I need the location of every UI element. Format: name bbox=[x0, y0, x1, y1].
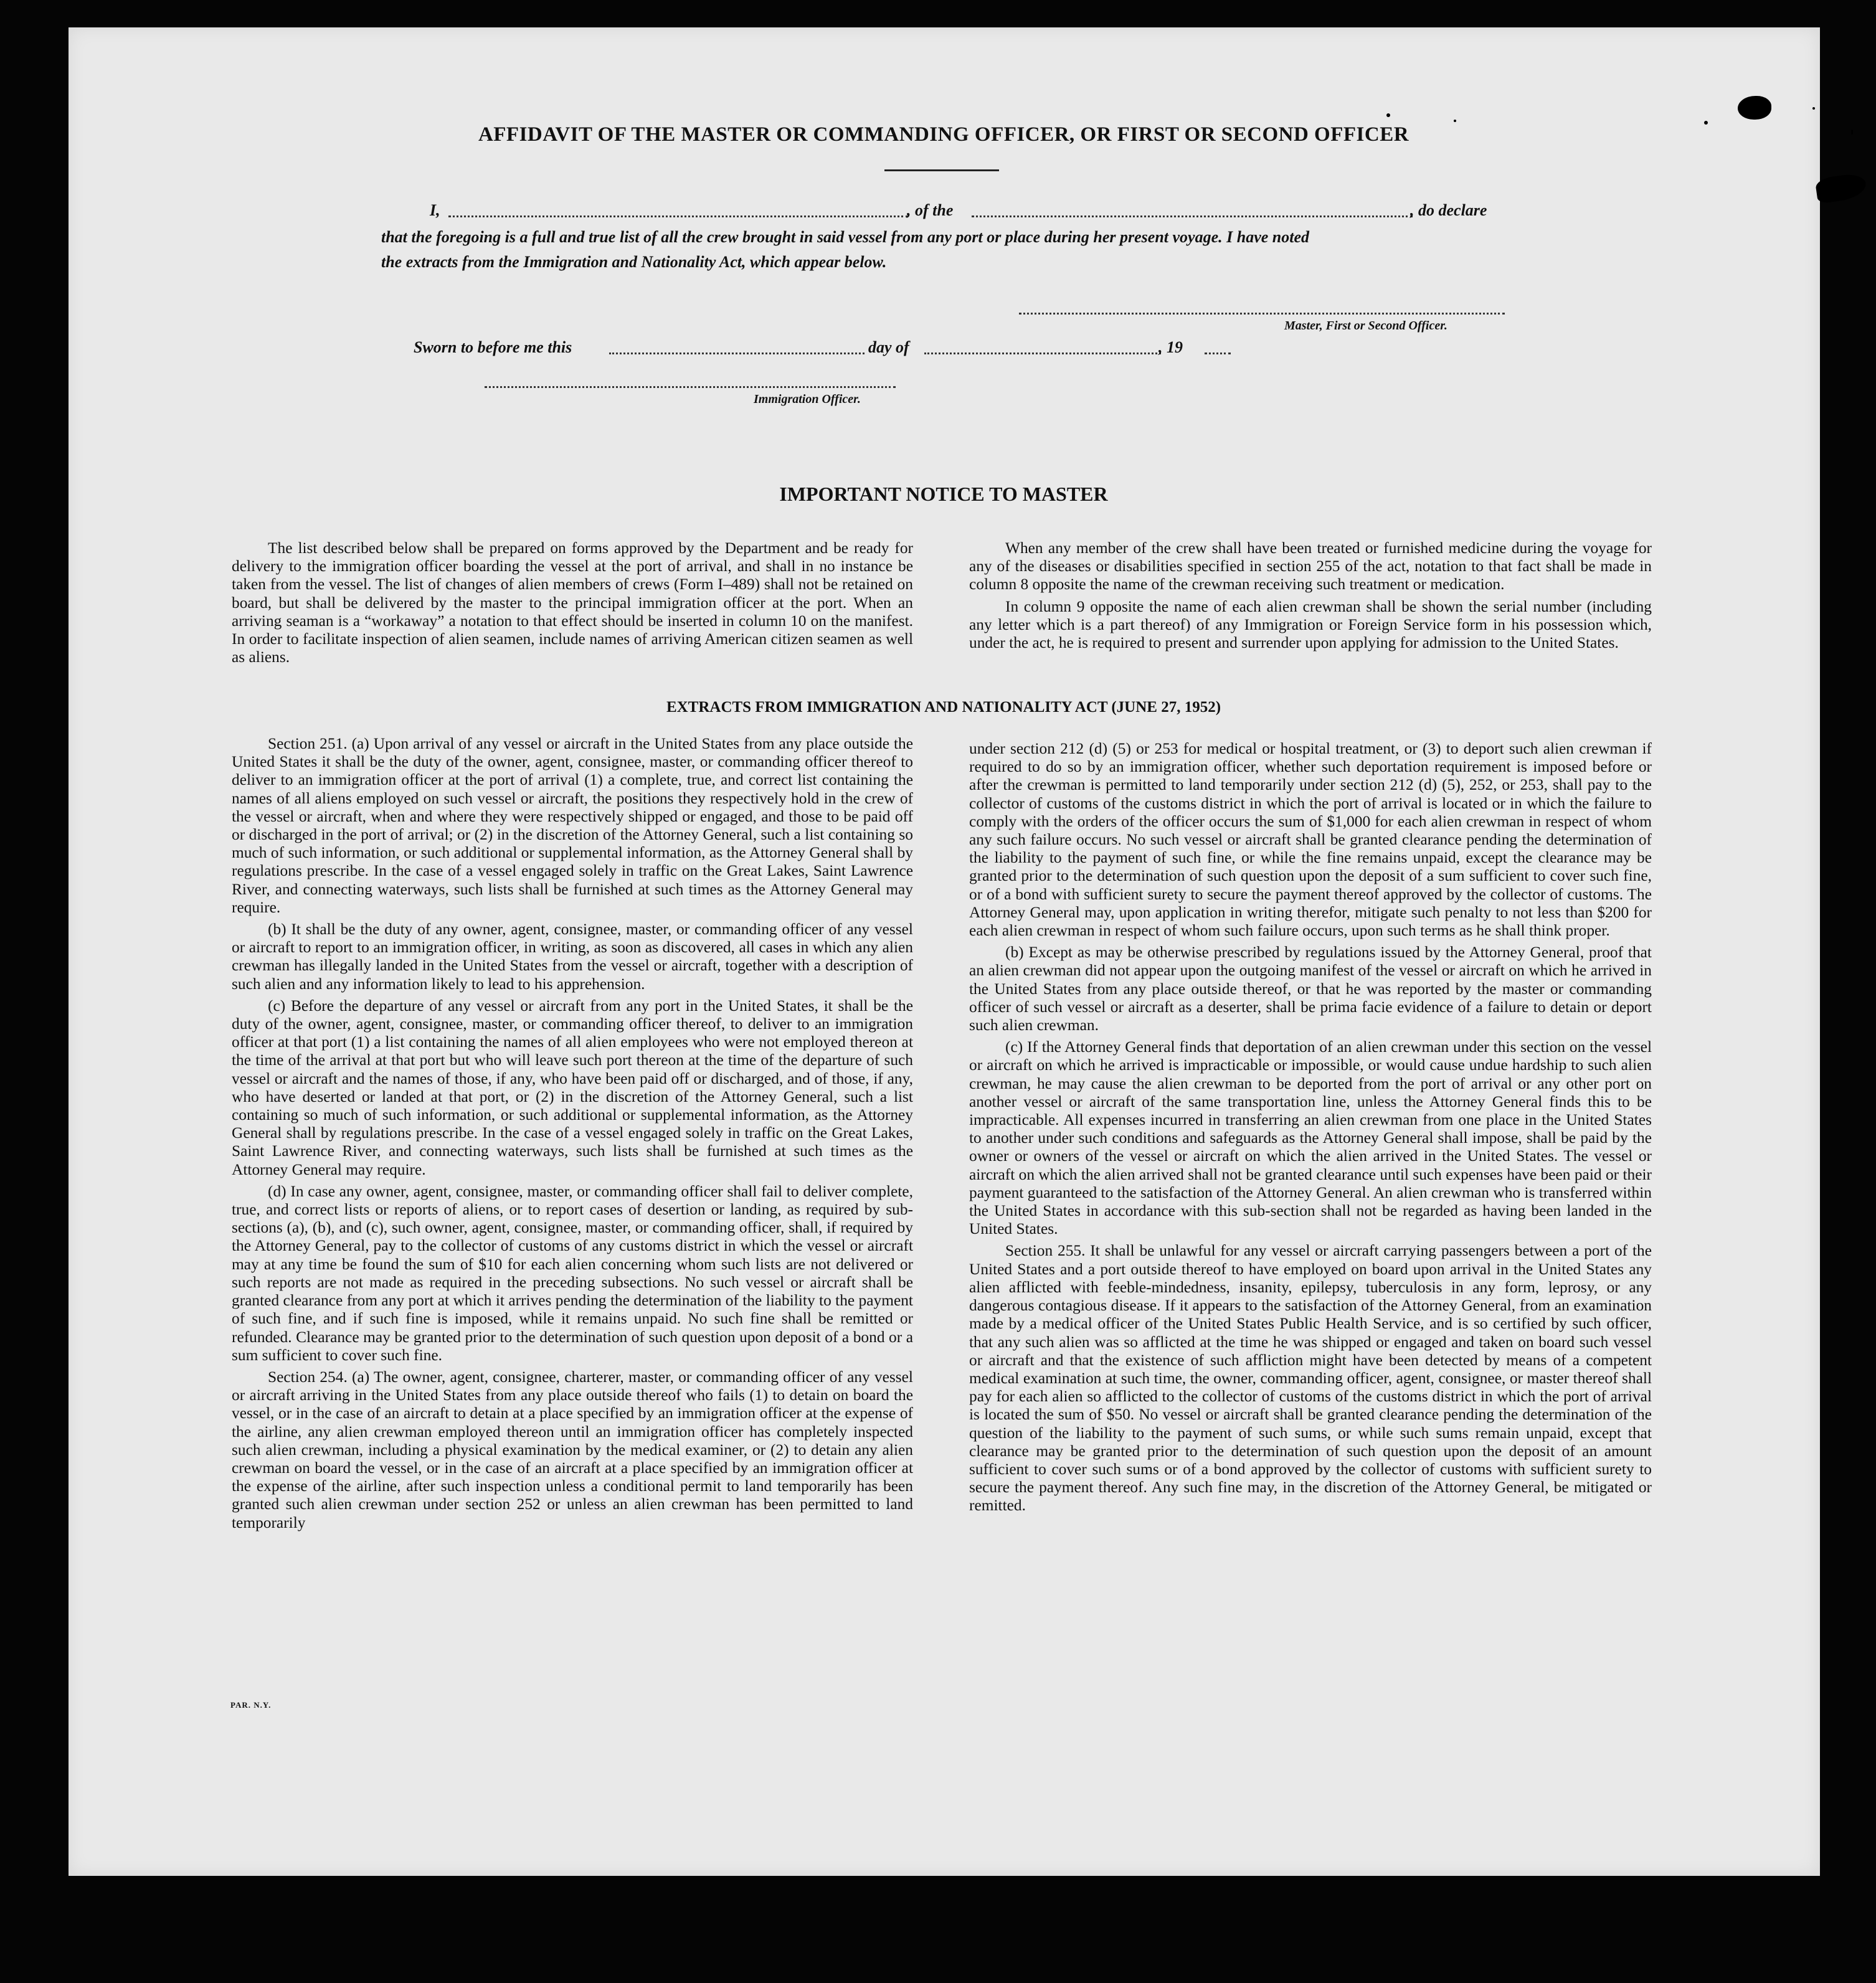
scan-speck bbox=[1454, 120, 1456, 122]
section-254-a-continued: under section 212 (d) (5) or 253 for medical or hospital treatment, or (3) to deport such alien crewman if required to do so by an immigration officer, whether such deportation requirement is imposed before or after the crewman is permitted to land temporarily under section 212 (d) (5), 252, or 253, shall pay to the collector of customs of the customs district in which the port of arrival is located or in which the failure to comply with the orders of the officer occurs the sum of $1,000 for each alien crewman in respect of whom any such failure occurs. No such vessel or aircraft shall be granted clearance pending the determination of the liability to the payment of such fine, or while the fine remains unpaid, except the clearance may be granted prior to the determination of such question upon the deposit of a sum sufficient to cover such fine, or of a bond with sufficient surety to secure the payment thereof approved by the collector of customs. The Attorney General may, upon application in writing therefor, mitigate such penalty to not less than $200 for each alien crewman in respect of whom such failure occurs, upon such terms as he shall think proper. bbox=[969, 740, 1652, 940]
affidavit-title: AFFIDAVIT OF THE MASTER OR COMMANDING OFFICER, OR FIRST OR SECOND OFFICER bbox=[478, 123, 1409, 146]
immigration-officer-label: Immigration Officer. bbox=[754, 392, 861, 406]
sworn-month-field[interactable] bbox=[924, 353, 1161, 354]
section-254-a: Section 254. (a) The owner, agent, consignee, charterer, master, or commanding officer of any vessel or aircraft arriving in the United States from any place outside thereof who fails (1) to detain on board the vessel, or in the case of an aircraft to detain at a place specified by an immigration officer at the expense of the airline, any alien crewman employed thereon until an immigration officer has completely inspected such alien crewman, including a physical examination by the medical examiner, or (2) to detain any alien crewman on board the vessel, or in the case of an aircraft at a place specified by an immigration officer at the expense of the airline, after such inspection unless a conditional permit to land temporarily has been granted such alien crewman under section 252 or unless an alien crewman has been permitted to land temporarily bbox=[232, 1368, 913, 1531]
sworn-label: Sworn to before me this bbox=[414, 338, 572, 356]
scan-speck bbox=[1704, 121, 1708, 125]
sworn-year-label: , 19 bbox=[1158, 338, 1183, 356]
notice-paragraph: In column 9 opposite the name of each alien crewman shall be shown the serial number (including any letter which is a part thereof) of any Immigration or Foreign Service form in his possession which, under the act, he is required to present and surrender upon applying for admission to the United States. bbox=[969, 597, 1652, 652]
affidavit-statement-line2: that the foregoing is a full and true list of all the crew brought in said vessel from any port or place during her present voyage. I have noted bbox=[381, 228, 1310, 246]
sworn-year-field[interactable] bbox=[1205, 353, 1231, 354]
scan-speck bbox=[1851, 130, 1853, 135]
affidavit-of-the-label: , of the bbox=[907, 201, 954, 219]
notice-paragraph: When any member of the crew shall have been treated or furnished medicine during the voyage for any of the diseases or disabilities specified in section 255 of the act, notation to that fact shall be made in column 8 opposite the name of the crewman receiving such treatment or medication. bbox=[969, 539, 1652, 594]
important-notice-heading: IMPORTANT NOTICE TO MASTER bbox=[779, 483, 1108, 505]
affidavit-i-label: I, bbox=[430, 201, 440, 219]
officer-name-field[interactable] bbox=[448, 215, 908, 217]
section-251-b: (b) It shall be the duty of any owner, agent, consignee, master, or commanding officer of any vessel or aircraft to report to an immigration officer, in writing, as soon as discovered, all cases in which any alien crewman has illegally landed in the United States from the vessel or aircraft, together with a description of such alien and any information likely to lead to his apprehension. bbox=[232, 921, 913, 993]
notice-paragraph: The list described below shall be prepared on forms approved by the Department and be ready for delivery to the immigration officer boarding the vessel at the port of arrival, and shall in no instance be taken from the vessel. The list of changes of alien members of crews (Form I–489) shall not be retained on board, but shall be delivered by the master to the principal immigration officer at the port. When an arriving seaman is a “workaway” a notation to that effect should be inserted in column 10 on the manifest. In order to facilitate inspection of alien seamen, include names of arriving American citizen seamen as well as aliens. bbox=[232, 539, 913, 666]
scan-speck bbox=[1386, 113, 1390, 117]
extracts-right-column bbox=[969, 740, 1652, 1519]
section-254-b: (b) Except as may be otherwise prescribed by regulations issued by the Attorney General, proof that an alien crewman did not appear upon the outgoing manifest of the vessel or aircraft on which he arrived in the United States from any place outside thereof, or that he was reported by the master or commanding officer of such vessel or aircraft as a deserter, shall be prima facie evidence of a failure to detain or deport such alien crewman. bbox=[969, 944, 1652, 1034]
section-251-c: (c) Before the departure of any vessel or aircraft from any port in the United States, it shall be the duty of the owner, agent, consignee, master, or commanding officer thereof, to deliver to an immigration officer at that port (1) a list containing the names of all alien employees who were not employed thereon at the time of the arrival at that port but who will leave such port thereon at the time of the departure of such vessel or aircraft and the names of those, if any, who have been paid off or discharged, and of those, if any, who have deserted or landed at that port, or (2) in the discretion of the Attorney General, such a list containing so much of such information, or such additional or supplemental information, as the Attorney General shall by regulations prescribe. In the case of a vessel engaged solely in traffic on the Great Lakes, Saint Lawrence River, and connecting waterways, such lists shall be furnished at such times as the Attorney General may require. bbox=[232, 996, 913, 1178]
title-underline bbox=[884, 169, 999, 171]
affidavit-statement-line3: the extracts from the Immigration and Nationality Act, which appear below. bbox=[381, 253, 887, 271]
extracts-heading: EXTRACTS FROM IMMIGRATION AND NATIONALITY ACT (JUNE 27, 1952) bbox=[666, 699, 1221, 716]
notice-right-column bbox=[969, 539, 1652, 656]
ink-blot bbox=[1738, 96, 1771, 120]
scan-speck bbox=[1812, 107, 1815, 110]
master-signature-label: Master, First or Second Officer. bbox=[1284, 319, 1447, 333]
sworn-day-field[interactable] bbox=[609, 353, 865, 354]
section-254-c: (c) If the Attorney General finds that deportation of an alien crewman under this section on the vessel or aircraft on which he arrived is impracticable or impossible, or would cause undue hardship to such alien crewman, he may cause the alien crewman to be deported from the port of arrival or any other port on another vessel or aircraft of the same transportation line, unless the Attorney General finds this to be impracticable. All expenses incurred in transferring an alien crewman from one place in the United States to another under such conditions and safeguards as the Attorney General shall impose, shall be paid by the owner or owners of the vessel or aircraft on which the alien arrived in the United States. The vessel or aircraft on which the alien arrived shall not be granted clearance until such expenses have been paid or their payment guaranteed to the satisfaction of the Attorney General. An alien crewman who is transferred within the United States in accordance with this sub-section shall not be regarded as having been landed in the United States. bbox=[969, 1038, 1652, 1238]
ink-blot bbox=[1815, 173, 1868, 204]
section-251-a: Section 251. (a) Upon arrival of any vessel or aircraft in the United States from any place outside the United States it shall be the duty of the owner, agent, consignee, master, or commanding officer thereof to deliver to an immigration officer at the port of arrival (1) a complete, true, and correct list containing the names of all aliens employed on such vessel or aircraft, the positions they respectively hold in the crew of the vessel or aircraft, when and where they were respectively shipped or engaged, and those to be paid off or discharged in the port of arrival; or (2) in the discretion of the Attorney General, such a list containing so much of such information, or such additional or supplemental information, as the Attorney General shall by regulations prescribe. In the case of a vessel engaged solely in traffic on the Great Lakes, Saint Lawrence River, and connecting waterways, such lists shall be furnished at such times as the Attorney General may require. bbox=[232, 735, 913, 916]
section-255: Section 255. It shall be unlawful for any vessel or aircraft carrying passengers between a port of the United States and a port outside thereof to have employed on board upon arrival in the United States any alien afflicted with feeble-mindedness, insanity, epilepsy, tuberculosis in any form, leprosy, or any dangerous contagious disease. If it appears to the satisfaction of the Attorney General, from an examination made by a medical officer of the United States Public Health Service, and is so certified by such officer, that any such alien was so afflicted at the time he was shipped or engaged and taken on board such vessel or aircraft and that the existence of such affliction might have been detected by means of a competent medical examination at such time, the owner, commanding officer, agent, consignee, or master thereof shall pay for each alien so afflicted to the collector of customs of the customs district in which the port of arrival is located the sum of $50. No vessel or aircraft shall be granted clearance pending the determination of the question of the liability to the payment of such sums, or while such sums remain unpaid, except that clearance may be granted prior to the determination of such question upon the deposit of an amount sufficient to cover such sums or of a bond approved by the collector of customs with sufficient surety to secure the payment thereof. Any such fine may, in the discretion of the Attorney General, be mitigated or remitted. bbox=[969, 1242, 1652, 1515]
master-signature-line[interactable] bbox=[1019, 313, 1505, 315]
notice-left-column bbox=[232, 539, 913, 670]
affidavit-do-declare-label: , do declare bbox=[1410, 201, 1487, 219]
printer-mark: PAR. N.Y. bbox=[230, 1700, 272, 1710]
immigration-officer-signature-line[interactable] bbox=[485, 386, 896, 388]
sworn-day-of-label: day of bbox=[868, 338, 909, 356]
vessel-name-field[interactable] bbox=[972, 215, 1413, 217]
section-251-d: (d) In case any owner, agent, consignee, master, or commanding officer shall fail to deliver complete, true, and correct lists or reports of aliens, or to report cases of desertion or landing, as required by sub-sections (a), (b), and (c), such owner, agent, consignee, master, or commanding officer, shall, if required by the Attorney General, pay to the collector of customs of any customs district in which the vessel or aircraft may at any time be found the sum of $10 for each alien concerning whom such lists are not delivered or such reports are not made as required in the preceding subsections. No such vessel or aircraft shall be granted clearance from any port at which it arrives pending the determination of the liability to the payment of such fine, and if such fine is imposed, while it remains unpaid. No such fine shall be remitted or refunded. Clearance may be granted prior to the determination of such question upon deposit of a bond or a sum sufficient to cover such fine. bbox=[232, 1182, 913, 1364]
extracts-left-column bbox=[232, 735, 913, 1536]
